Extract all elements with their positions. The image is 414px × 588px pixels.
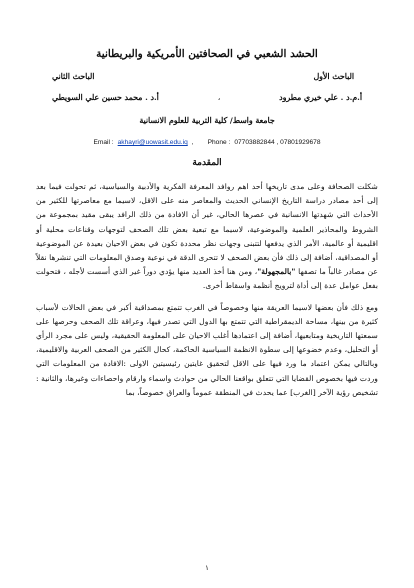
phone-label: Phone : — [207, 139, 231, 146]
author-names — [36, 93, 378, 102]
body-paragraph-2 — [36, 301, 378, 400]
body-paragraph-1 — [36, 180, 378, 294]
email-suffix: , — [191, 139, 194, 146]
contact-line — [36, 139, 378, 146]
phone-numbers: 07703882844 , 07801929678 — [234, 139, 321, 146]
author-roles — [36, 72, 378, 81]
page-number: ١ — [205, 564, 209, 572]
paragraph-2-text: ومع ذلك فأن بعضها لاسيما العريقة منها وخصوصاً في الغرب تتمتع بمصداقية أكبر في بعض الحالات لأسباب كثيرة من بينها، مساحة الديمقراطية التي تتمتع بها الدول التي تصدر فيها، وعراقة تلك الصحف وحرصها على سمعتها التاريخية ومتابعيها، أضافة إلى اعتمادها أغلب الاحيان على المعلومة الحقيقية، وليس على مجرد الرأي أو التحليل، وعدم خضوعها إلى سطوة الانظمة السياسية الحاكمة، كحال الكثير من الصحف العربية والاقليمية، وبالتالي يمكن اعتماد ما ورد فيها على الاقل لتحقيق غايتين رئيسيتين الاولى :الافادة من المعلومات التي وردت فيها بخصوص القضايا التي تتعلق بواقعنا الحالي من حوادث واسماء وارقام واحصاءات وغيرها، والثانية : تشخيص رؤية الآخر [الغرب] عما يحدث في المنطقة عموماً والعراق خصوصاً، بما — [36, 302, 378, 397]
author-separator: ، — [217, 93, 221, 102]
email-link[interactable]: akhayri@uowasit.edu.iq — [117, 139, 188, 146]
introduction-heading: المقدمة — [192, 158, 222, 168]
first-author-role: الباحث الأول — [313, 72, 354, 81]
paper-title: الحشد الشعبي في الصحافتين الأمريكية والبريطانية — [96, 48, 318, 60]
email-label: Email : — [93, 139, 114, 146]
first-author-name: أ.م.د . علي خيري مطرود — [279, 93, 362, 102]
paragraph-1-bold-term: "بالمجهولة" — [257, 267, 296, 277]
second-author-name: أ.د . محمد حسين علي السويطي — [52, 93, 159, 102]
paragraph-1-text-end: ، ومن هنا أخذ العديد منها يؤدي دوراً غير الذي أسست لأجله ، فتحولت بفعل عوامل عدة إلى أداة لترويج أنظمة واسقاط أخرى. — [36, 267, 378, 291]
author-affiliation: جامعة واسط/ كلية التربية للعلوم الانسانية — [139, 116, 275, 125]
second-author-role: الباحث الثاني — [52, 72, 95, 81]
paragraph-1-text-start: شكلت الصحافة وعلى مدى تاريخها أحد اهم روافد المعرفة الفكرية والأدبية والسياسية، ثم تحولت فيما بعد إلى أحد مصادر دراسة التاريخ الإنساني الحديث والمعاصر منه على الاقل، لاسيما مع معاصرتها للكثير من الأحداث التي شهدتها الانسانية في عصرها الحالي، غير أن الافادة من ذلك الرافد يبقى مقيد بمجموعة من الشروط والمحاذير العلمية والموضوعية، لاسيما مع تبعية بعض تلك الصحف لتوجهات وقناعات محلية أو اقليمية أو عالمية، الأمر الذي يدفعها لتتبنى وجهات نظر محددة تكون في بعض الاحيان بعيدة عن الموضوعية أو المصداقية، أضافة إلى ذلك فأن بعض الصحف لا تتحرى الدقة في نوعية وصدق المعلومات التي تنشرها نقلاً عن مصادر غالباً ما تصفها — [36, 182, 379, 277]
